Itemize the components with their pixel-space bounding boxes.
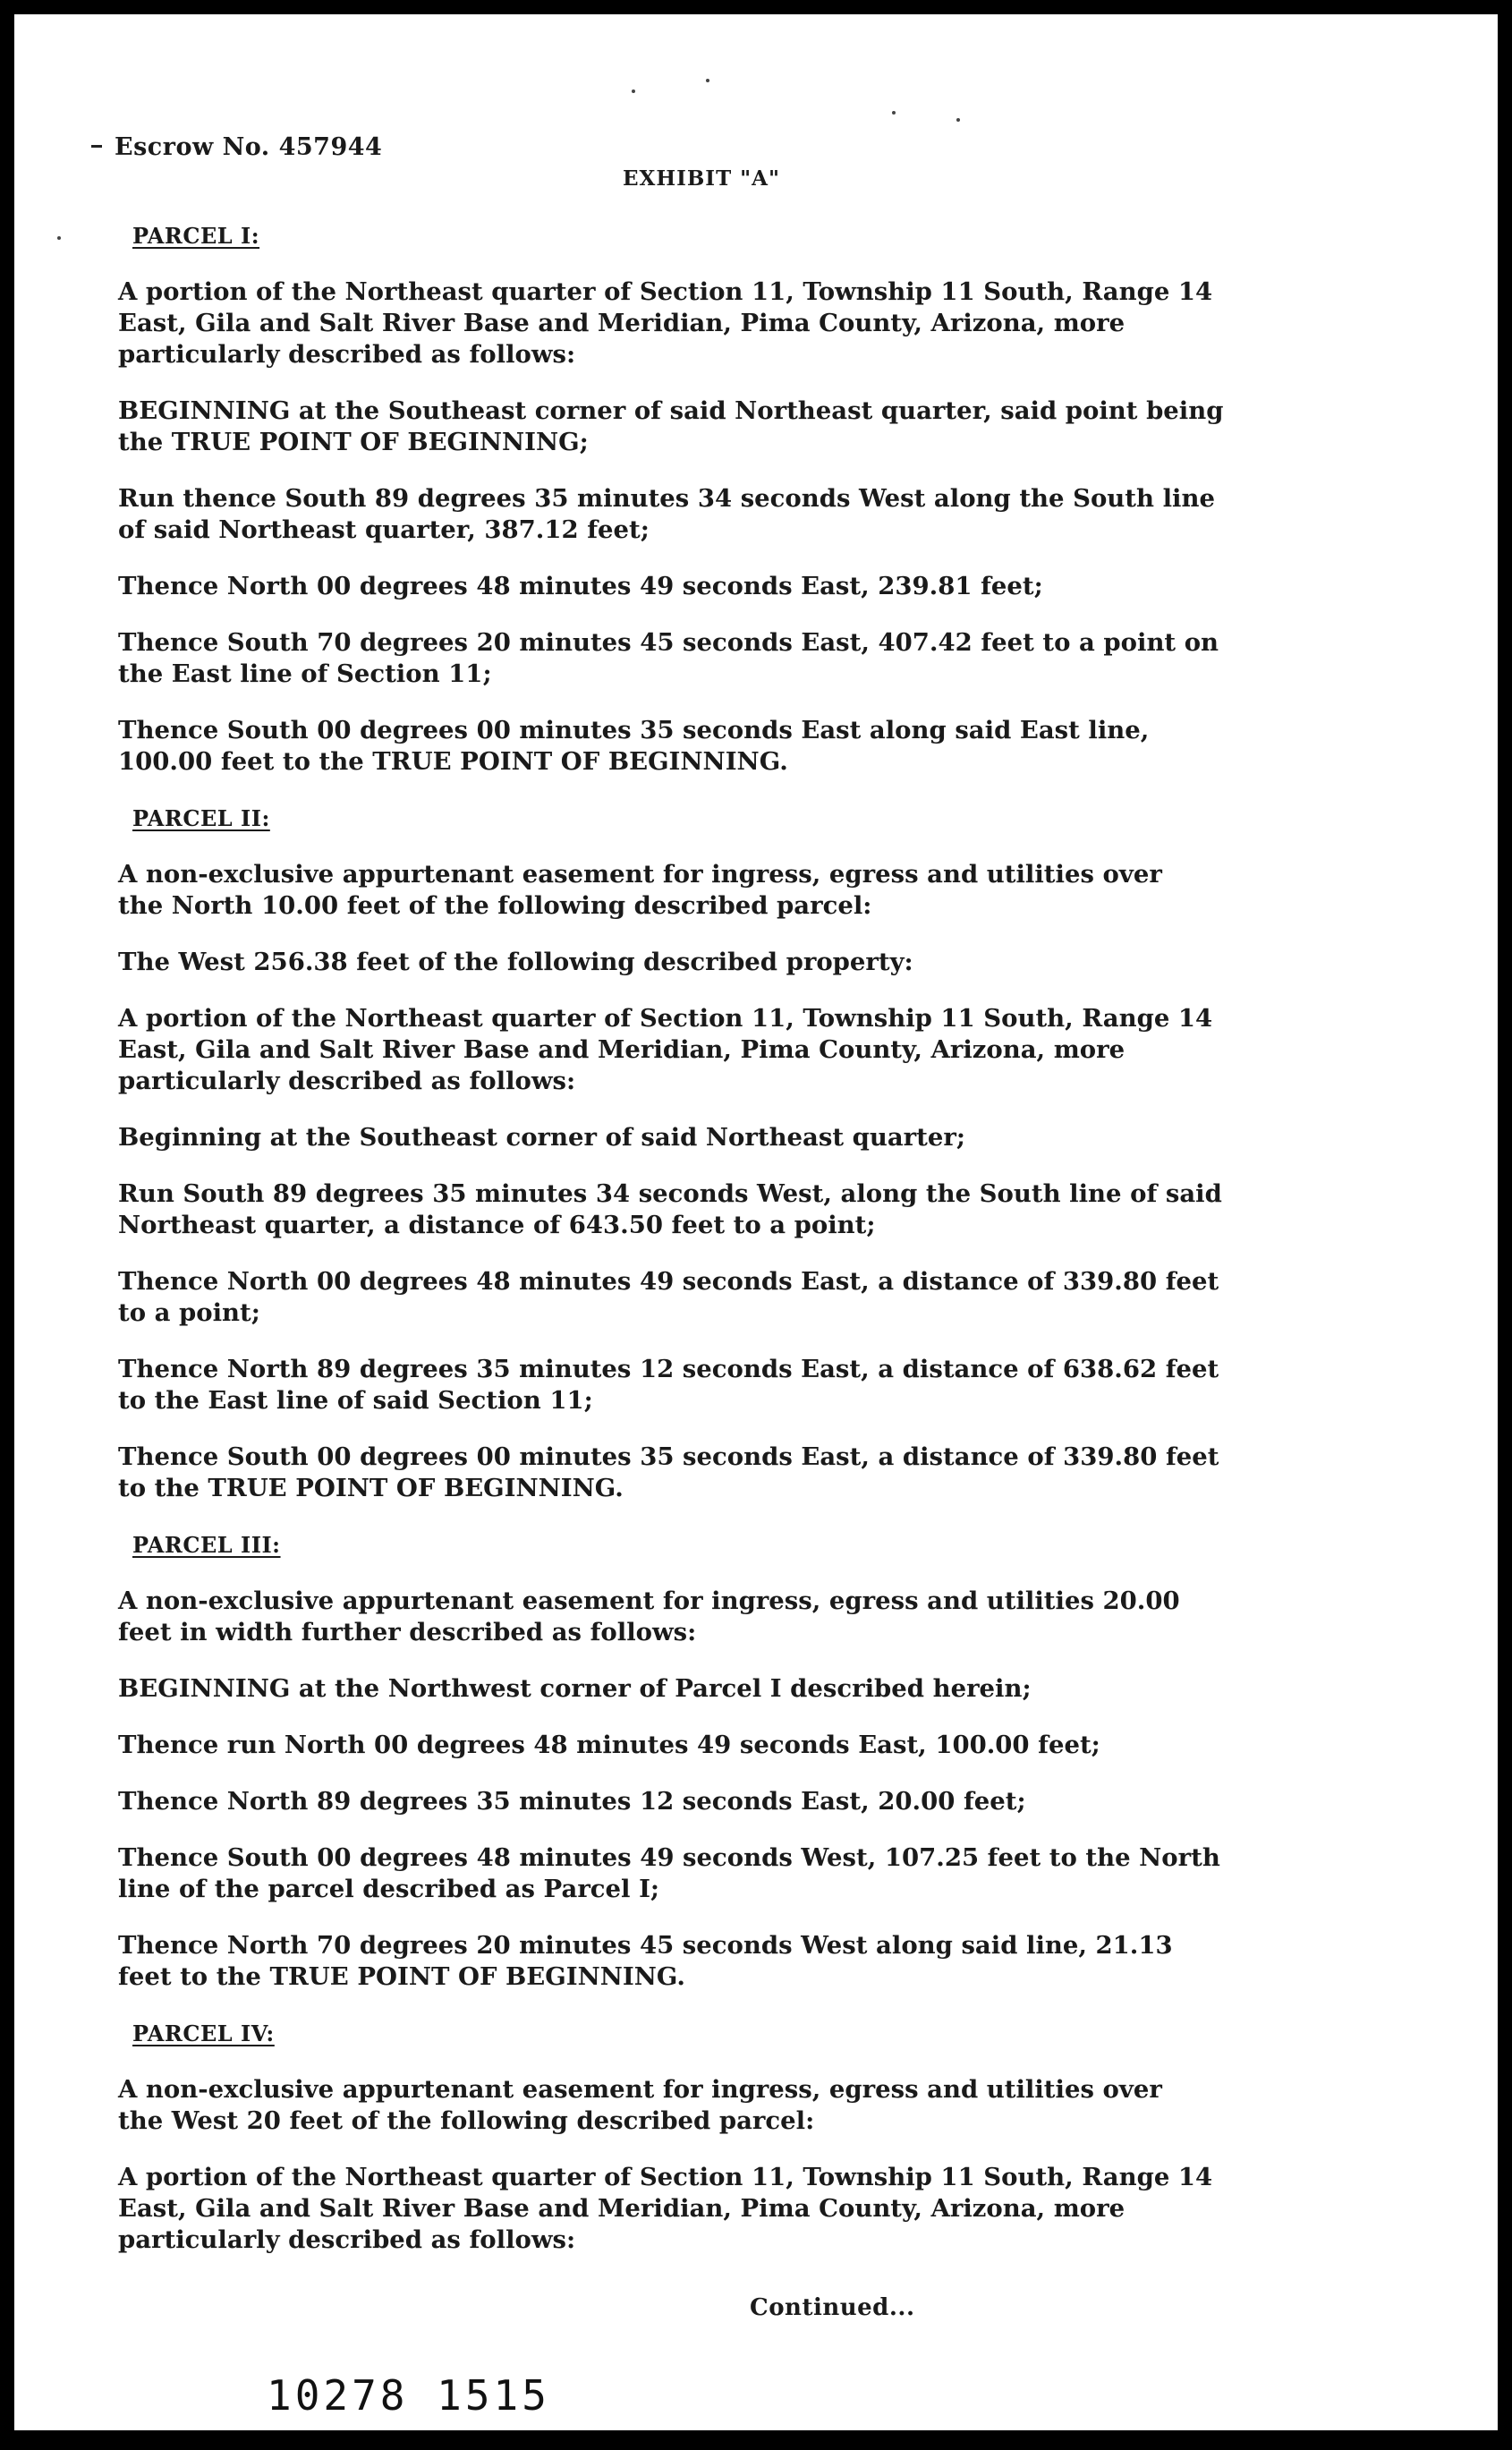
scan-speck [956, 118, 960, 122]
legal-description [118, 220, 1272, 2281]
parcel-paragraph: Thence South 70 degrees 20 minutes 45 seconds East, 407.42 feet to a point on the East line of Section 11; [118, 628, 1219, 688]
parcel-paragraph: Thence North 00 degrees 48 minutes 49 seconds East, 239.81 feet; [118, 572, 1043, 600]
escrow-dash-mark [91, 145, 102, 148]
continued-note: Continued... [750, 2294, 915, 2321]
scan-speck [57, 236, 61, 240]
parcel-paragraph: Thence North 70 degrees 20 minutes 45 seconds West along said line, 21.13 feet to the TRUE POINT OF BEGINNING. [118, 1931, 1173, 1991]
parcel-paragraph: Beginning at the Southeast corner of said Northeast quarter; [118, 1123, 966, 1152]
parcel-paragraph: Run South 89 degrees 35 minutes 34 seconds West, along the South line of said Northeast quarter, a distance of 643.50 feet to a point; [118, 1179, 1222, 1239]
parcel-section [118, 1529, 1272, 1993]
document-page [14, 14, 1498, 2430]
parcel-heading: PARCEL II: [132, 805, 270, 831]
parcel-section [118, 2018, 1272, 2256]
parcel-paragraph: Thence North 89 degrees 35 minutes 12 seconds East, 20.00 feet; [118, 1787, 1026, 1816]
scan-speck [892, 111, 896, 115]
parcel-section [118, 803, 1272, 1504]
parcel-section [118, 220, 1272, 778]
parcel-heading: PARCEL IV: [132, 2020, 275, 2046]
parcel-paragraph: Run thence South 89 degrees 35 minutes 34 seconds West along the South line of said Northeast quarter, 387.12 feet; [118, 484, 1215, 544]
exhibit-title: EXHIBIT "A" [623, 166, 780, 191]
parcel-heading: PARCEL III: [132, 1532, 281, 1558]
parcel-paragraph: Thence South 00 degrees 48 minutes 49 seconds West, 107.25 feet to the North line of the parcel described as Parcel I; [118, 1843, 1220, 1903]
parcel-paragraph: Thence run North 00 degrees 48 minutes 49 seconds East, 100.00 feet; [118, 1731, 1100, 1759]
scan-speck [632, 89, 635, 93]
parcel-paragraph: A portion of the Northeast quarter of Section 11, Township 11 South, Range 14 East, Gila and Salt River Base and Meridian, Pima County, Arizona, more particularly described as follows: [118, 277, 1213, 369]
parcel-paragraph: A non-exclusive appurtenant easement for ingress, egress and utilities 20.00 feet in width further described as follows: [118, 1587, 1180, 1646]
document-number: 10278 1515 [267, 2371, 550, 2420]
escrow-number: Escrow No. 457944 [115, 133, 383, 161]
parcel-paragraph: Thence South 00 degrees 00 minutes 35 seconds East, a distance of 339.80 feet to the TRUE POINT OF BEGINNING. [118, 1442, 1219, 1502]
parcel-heading: PARCEL I: [132, 223, 260, 249]
parcel-paragraph: BEGINNING at the Southeast corner of said Northeast quarter, said point being the TRUE POINT OF BEGINNING; [118, 396, 1224, 456]
parcel-paragraph: A portion of the Northeast quarter of Section 11, Township 11 South, Range 14 East, Gila and Salt River Base and Meridian, Pima County, Arizona, more particularly described as follows: [118, 2163, 1213, 2254]
parcel-paragraph: Thence North 00 degrees 48 minutes 49 seconds East, a distance of 339.80 feet to a point; [118, 1267, 1219, 1327]
parcel-paragraph: Thence North 89 degrees 35 minutes 12 seconds East, a distance of 638.62 feet to the East line of said Section 11; [118, 1355, 1219, 1415]
parcel-paragraph: Thence South 00 degrees 00 minutes 35 seconds East along said East line, 100.00 feet to the TRUE POINT OF BEGINNING. [118, 716, 1150, 776]
scan-speck [706, 79, 709, 82]
parcel-paragraph: The West 256.38 feet of the following described property: [118, 948, 913, 976]
parcel-paragraph: BEGINNING at the Northwest corner of Parcel I described herein; [118, 1674, 1032, 1703]
parcel-paragraph: A non-exclusive appurtenant easement for ingress, egress and utilities over the West 20 feet of the following described parcel: [118, 2075, 1162, 2135]
parcel-paragraph: A non-exclusive appurtenant easement for ingress, egress and utilities over the North 10.00 feet of the following described parcel: [118, 860, 1162, 920]
parcel-paragraph: A portion of the Northeast quarter of Section 11, Township 11 South, Range 14 East, Gila and Salt River Base and Meridian, Pima County, Arizona, more particularly described as follows: [118, 1004, 1213, 1095]
